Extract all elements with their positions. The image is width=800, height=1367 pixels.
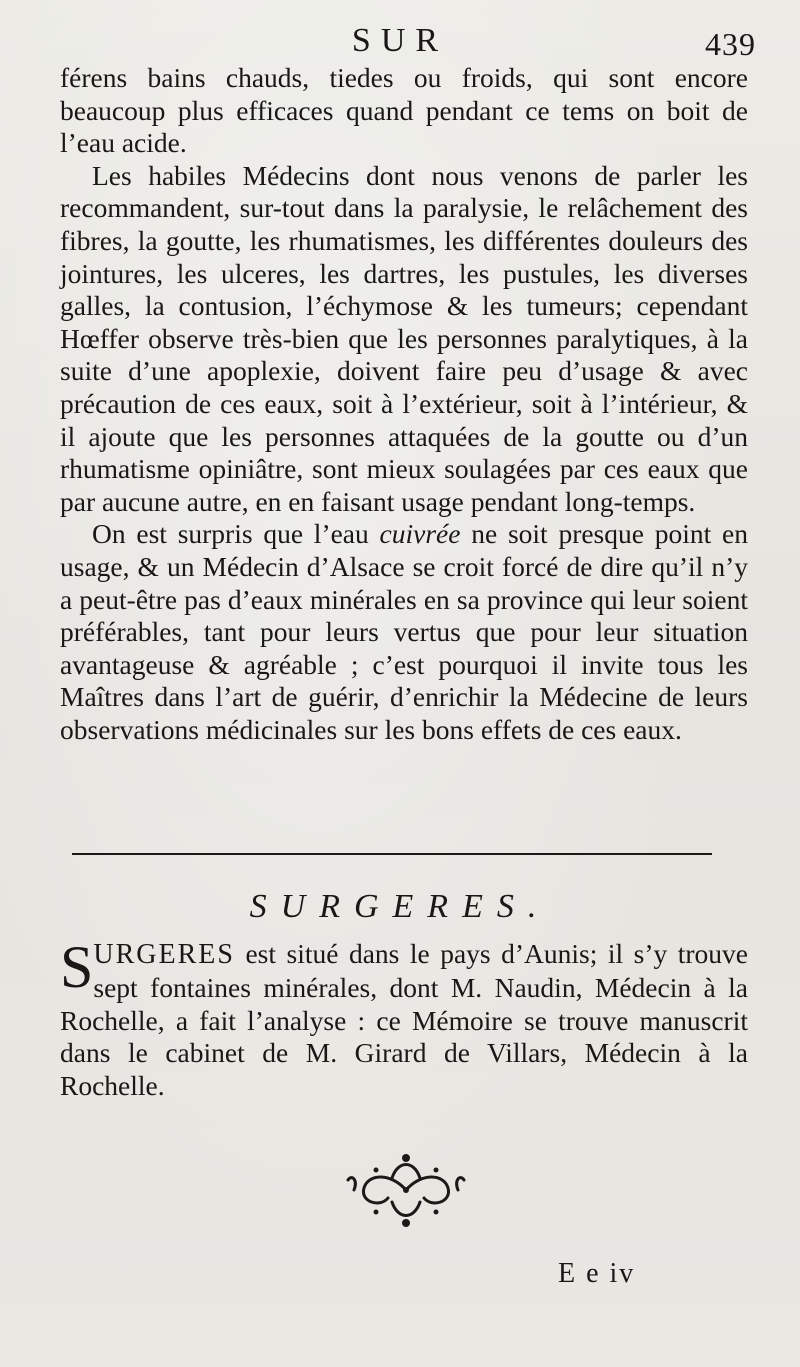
section-title: SURGERES. xyxy=(249,888,551,925)
page-number: 439 xyxy=(705,26,756,62)
paragraph-3-start: On est surpris que l’eau xyxy=(92,518,380,550)
running-title: SUR xyxy=(351,22,449,59)
fleuron-ornament-icon xyxy=(346,1150,466,1230)
paragraph-2: Les habiles Médecins dont nous venons de parler les recommandent, sur-tout dans la paralysie, le relâchement des fibres, la goutte, les rhumatismes, les différentes douleurs des jointures, les ulceres, les dartres, les pustules, les diverses galles, la contusion, l’échymose & les tumeurs; cependant Hœffer observe très-bien que les personnes paralytiques, à la suite d’une apoplexie, doivent faire peu d’usage & avec précaution de ces eaux, soit à l’extérieur, soit à l’intérieur, & il ajoute que les personnes attaquées de la goutte ou d’un rhumatisme opiniâtre, sont mieux soulagées par ces eaux que par aucune autre, en en faisant usage pendant long-temps. xyxy=(60,159,748,517)
paragraph-3 xyxy=(60,518,748,746)
running-head xyxy=(0,20,800,64)
paragraph-1: férens bains chauds, tiedes ou froids, qui sont encore beaucoup plus efficaces quand pendant ce tems on boit de l’eau acide. xyxy=(60,62,748,159)
paragraph-3-italic-word: cuivrée xyxy=(379,518,461,550)
main-text xyxy=(60,62,748,746)
section-text: est situé dans le pays d’Aunis; il s’y trouve sept fontaines minérales, dont M. Naudin, Médecin à la Rochelle, a fait l’analyse : ce Mémoire se trouve manuscrit dans le cabinet de M. Girard de Villars, Médecin à la Rochelle. xyxy=(60,938,748,1102)
lead-word: URGERES xyxy=(93,939,235,970)
section-paragraph xyxy=(60,934,748,1103)
signature-mark: E e iv xyxy=(558,1258,636,1289)
drop-cap: S xyxy=(60,934,94,1000)
paragraph-3-end: ne soit presque point en usage, & un Médecin d’Alsace se croit forcé de dire qu’il n’y a peut-être pas d’eaux minérales en sa province qui leur soient préférables, tant pour leurs vertus que pour leur situation avantageuse & agréable ; c’est pourquoi il invite tous les Maîtres dans l’art de guérir, d’enrichir la Médecine de leurs observations médicinales sur les bons effets de ces eaux. xyxy=(60,518,748,745)
section-divider-rule xyxy=(72,853,712,855)
